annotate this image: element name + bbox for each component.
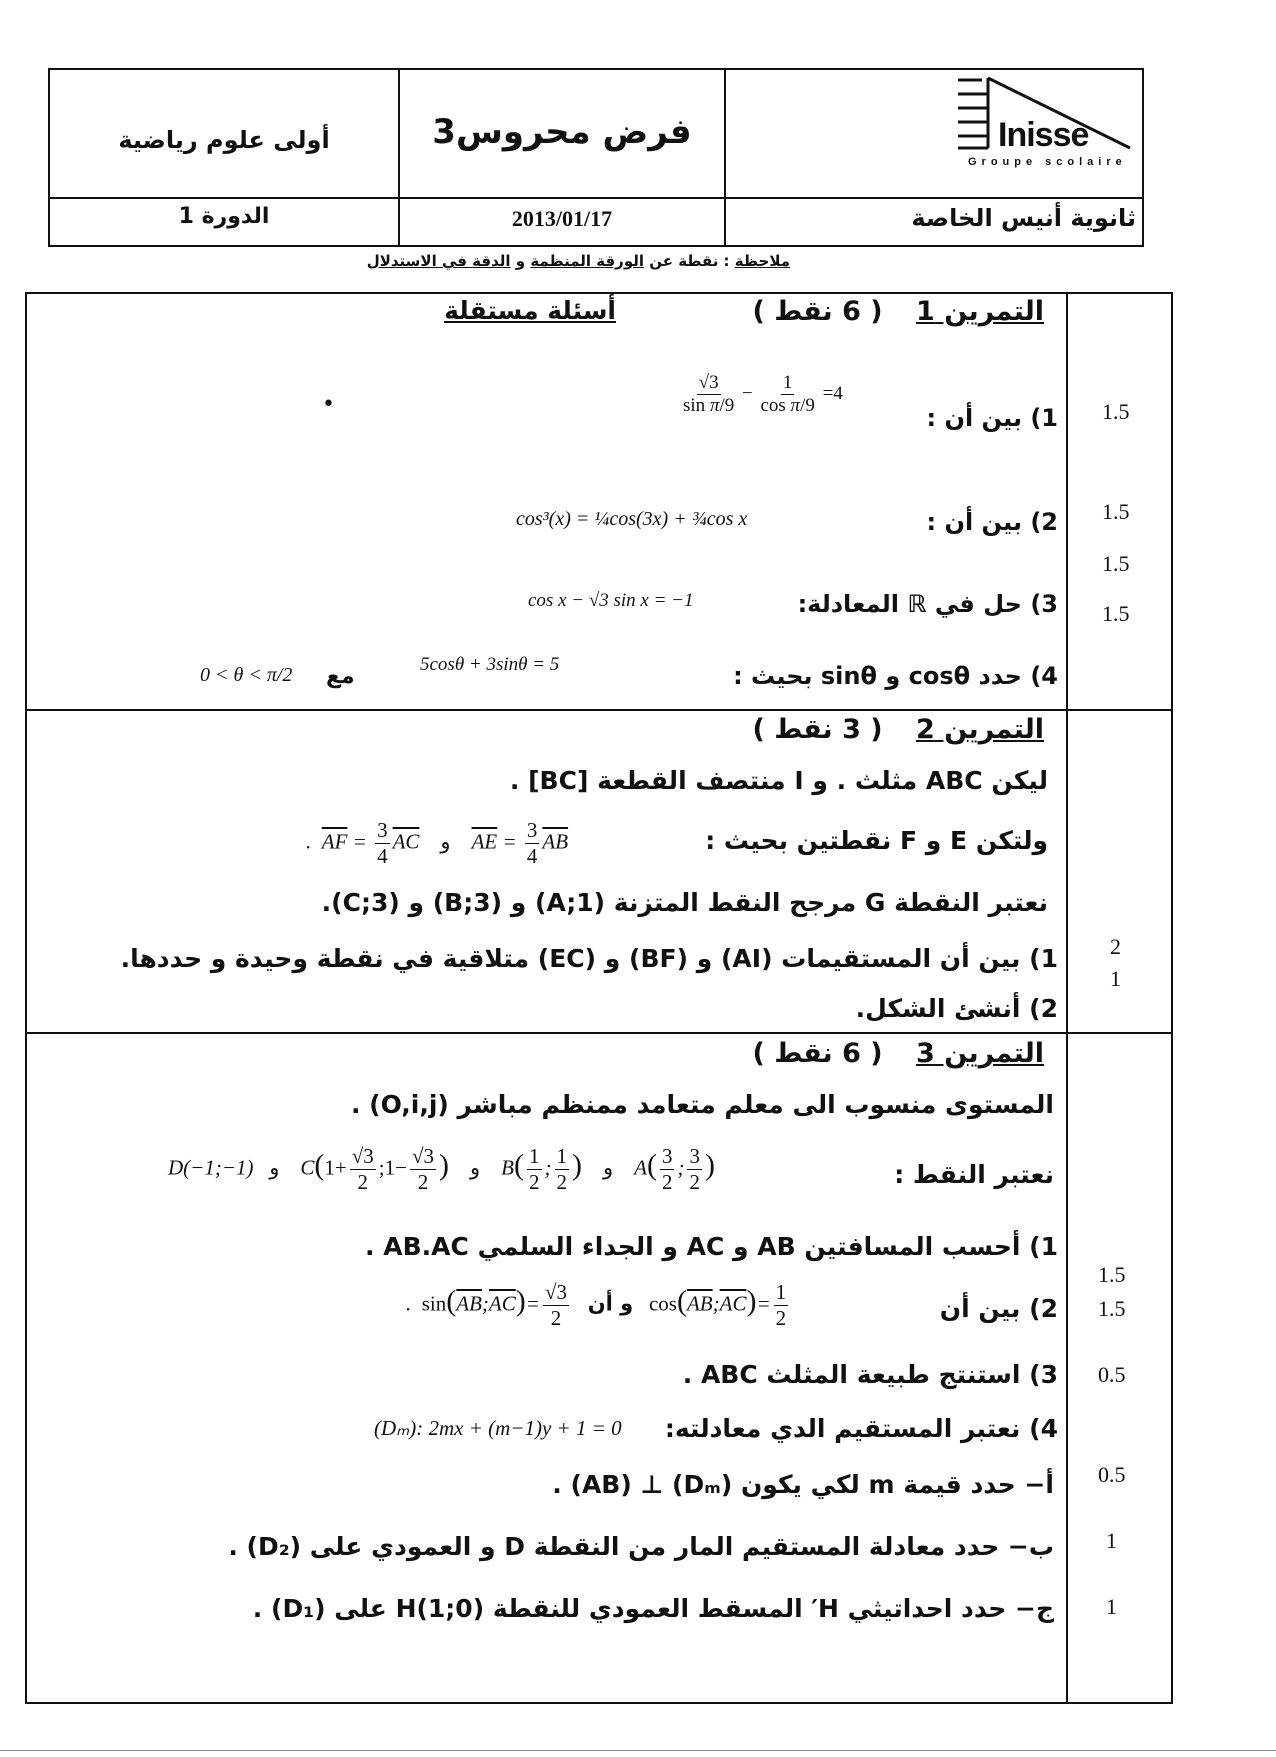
ex3-q1-num: 1) <box>1029 1232 1058 1261</box>
ex1-q4-condition: 0 < θ < π/2 <box>200 664 293 686</box>
ex2-line-3: نعتبر النقطة G مرجح النقط المتزنة (A;1) و (B;3) و (C;3). <box>321 888 1048 917</box>
ex1-ex2-divider <box>25 709 1173 711</box>
ex3-q3-text: استنتج طبيعة المثلث ABC . <box>682 1360 1021 1389</box>
logo-text: Inisse <box>998 116 1089 154</box>
ex3-q3 <box>683 1360 1058 1389</box>
ex2-q2-text: أنشئ الشكل. <box>855 994 1021 1023</box>
exam-date: 2013/01/17 <box>511 206 613 231</box>
ex3-q3-num: 3) <box>1029 1360 1058 1389</box>
ex3-title: التمرين 3 <box>916 1038 1044 1069</box>
ex2-line-1: ليكن ABC مثلث . و I منتصف القطعة [BC] . <box>509 766 1048 795</box>
ex3-q4-text: نعتبر المستقيم الدي معادلته: <box>664 1414 1021 1443</box>
school-logo <box>948 74 1138 174</box>
ex1-q4-num: 4) <box>1030 662 1058 690</box>
ex1-q2 <box>927 508 1058 536</box>
ex1-mark-4: 1.5 <box>1102 601 1130 626</box>
ex3-heading <box>752 1038 1044 1069</box>
ex2-q2-num: 2) <box>1029 994 1058 1023</box>
ex3-mark-4: 0.5 <box>1098 1462 1126 1487</box>
ex1-q2-text: بين أن : <box>926 508 1022 536</box>
ex3-mark-1: 1.5 <box>1098 1262 1126 1287</box>
ex1-q4-equation: 5cosθ + 3sinθ = 5 <box>420 654 560 675</box>
main-border-top <box>25 292 1173 294</box>
ex1-q1 <box>927 404 1058 432</box>
ex1-title: التمرين 1 <box>916 296 1044 327</box>
ex3-q1 <box>365 1232 1058 1261</box>
ex1-points: ( 6 نقط ) <box>752 296 883 327</box>
ex3-q4-equation: (Dₘ): 2mx + (m−1)y + 1 = 0 <box>374 1416 622 1440</box>
ex1-q3-text: حل في ℝ المعادلة: <box>797 590 1022 618</box>
ex2-q1-text: بين أن المستقيمات (AI) و (BF) و (EC) متلاقية في نقطة وحيدة و حددها. <box>120 944 1021 973</box>
ex2-heading <box>752 714 1044 745</box>
ex1-heading <box>752 296 1044 327</box>
note-label: ملاحظة <box>734 252 790 270</box>
ex2-line-2: ولتكن E و F نقطتين بحيث : <box>705 826 1048 855</box>
session-label: الدورة 1 <box>178 204 270 229</box>
ex3-q2-text: بين أن <box>939 1294 1021 1323</box>
exam-title: فرض محروس3 <box>432 112 692 152</box>
ex3-q4b: ب− حدد معادلة المستقيم المار من النقطة D و العمودي على (D₂) . <box>228 1532 1054 1561</box>
header-border-top <box>48 68 1144 70</box>
ex1-q3-num: 3) <box>1030 590 1058 618</box>
ex3-q4a: أ− حدد قيمة m لكي يكون (Dₘ) ⊥ (AB) . <box>552 1470 1054 1499</box>
ex2-mark-2: 1 <box>1110 966 1121 991</box>
ex1-q1-equation: $\frac{√3}{\text{sin π/9}}$ − $\frac{1}{\text{cos π/9}}$ =4 <box>683 372 843 416</box>
ex1-q4-with: مع <box>326 664 355 689</box>
ex3-q2-equations: . $\sin(\overline{AB};\overline{AC})=$ $\frac{√3}{2}$ و أن $\cos(\overline{AB};\overline{AC})=$ $\frac{1}{2}$ <box>406 1280 787 1330</box>
main-border-bottom <box>25 1702 1173 1704</box>
ex3-line-1: المستوى منسوب الى معلم متعامد ممنظم مباشر (O,i,j) . <box>350 1090 1054 1119</box>
logo-subtext: Groupe scolaire <box>968 156 1127 168</box>
ex1-q4-text: حدد cosθ و sinθ بحيث : <box>733 662 1022 690</box>
ex1-q1-rhs: =4 <box>822 382 843 404</box>
ex1-q2-equation: cos³(x) = ¼cos(3x) + ¾cos x <box>516 508 748 530</box>
ex1-q3-equation: cos x − √3 sin x = −1 <box>528 590 694 611</box>
stray-dot: • <box>322 392 335 417</box>
ex3-mark-3: 0.5 <box>1098 1362 1126 1387</box>
ex3-q2 <box>940 1294 1058 1323</box>
ex1-q2-num: 2) <box>1030 508 1058 536</box>
ex3-mark-6: 1 <box>1106 1594 1117 1619</box>
level-label: أولى علوم رياضية <box>118 126 330 154</box>
note-and: و <box>515 252 526 270</box>
ex3-q1-text: أحسب المسافتين AB و AC و الجداء السلمي AB.AC . <box>365 1232 1021 1261</box>
ex2-points: ( 3 نقط ) <box>752 714 883 745</box>
ex2-q2 <box>856 994 1058 1023</box>
header-border-bottom <box>48 245 1144 247</box>
ex2-q1 <box>121 944 1058 973</box>
note-link-paper: الورقة المنظمة <box>530 252 644 270</box>
header-border-right <box>1142 68 1144 247</box>
ex1-mark-1: 1.5 <box>1102 399 1130 424</box>
main-border-right <box>1171 292 1173 1704</box>
ex2-vector-relations: . $\overline{AF}$ = $\frac{3}{4}$ $\overline{AC}$ و $\overline{AE}$ = $\frac{3}{4}$ $\overline{AB}$ <box>306 818 569 868</box>
ex1-q1-text: بين أن : <box>926 404 1022 432</box>
page-bottom-edge <box>0 1750 1276 1751</box>
ex2-q1-num: 1) <box>1029 944 1058 973</box>
marks-column-divider <box>1066 292 1068 1704</box>
ex3-q4-num: 4) <box>1029 1414 1058 1443</box>
ex3-q4c: ج− حدد احداتيثي H′ المسقط العمودي للنقطة H(1;0) على (D₁) . <box>252 1594 1054 1623</box>
ex2-title: التمرين 2 <box>916 714 1044 745</box>
ex3-mark-5: 1 <box>1106 1528 1117 1553</box>
ex2-mark-1: 2 <box>1110 934 1121 959</box>
ex1-mark-3: 1.5 <box>1102 551 1130 576</box>
header-border-mid <box>48 197 1144 199</box>
note-link-precision: الدقة في الاستدلال <box>366 252 511 270</box>
ex2-ex3-divider <box>25 1032 1173 1034</box>
ex1-q1-num: 1) <box>1030 404 1058 432</box>
ex1-mark-2: 1.5 <box>1102 499 1130 524</box>
ex3-points: ( 6 نقط ) <box>752 1038 883 1069</box>
ex1-subtitle: أسئلة مستقلة <box>444 296 616 325</box>
ex3-points-list: D(−1;−1) و C(1+ $\frac{√3}{2}$ ;1− $\frac{√3}{2}$ ) و B( $\frac{1}{2}$ ; $\frac{1}{2}$ ) و A( $\frac{3}{2}$ ; $\frac{3}{2}$ ) <box>168 1144 715 1194</box>
ex3-q4 <box>665 1414 1058 1443</box>
note-text: : نقطة عن <box>649 252 730 270</box>
ex3-q2-and: و أن <box>587 1291 634 1316</box>
school-name: ثانوية أنيس الخاصة <box>911 204 1136 232</box>
ex3-q2-num: 2) <box>1029 1294 1058 1323</box>
ex3-points-label: نعتبر النقط : <box>894 1160 1054 1189</box>
note-line <box>367 252 790 270</box>
ex1-q4 <box>733 662 1058 690</box>
ex3-mark-2: 1.5 <box>1098 1296 1126 1321</box>
ex1-q3 <box>798 590 1058 618</box>
main-border-left <box>25 292 27 1704</box>
